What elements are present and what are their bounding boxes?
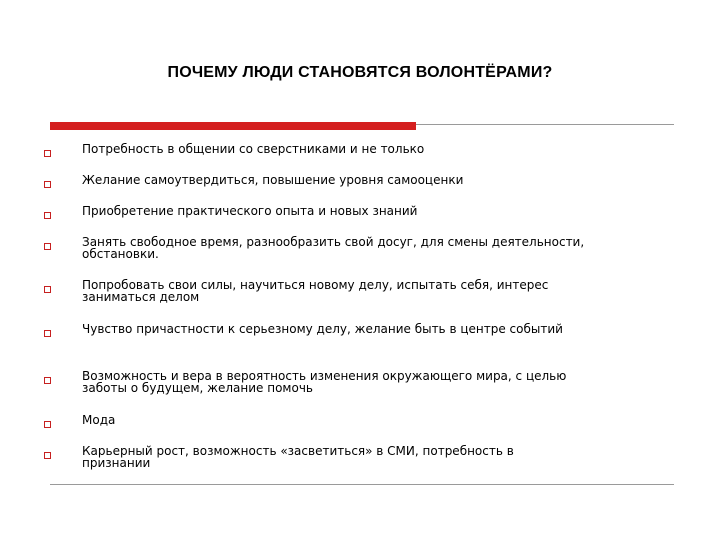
bottom-divider bbox=[50, 484, 674, 485]
bullet-square-icon bbox=[44, 421, 51, 428]
slide-title: ПОЧЕМУ ЛЮДИ СТАНОВЯТСЯ ВОЛОНТЁРАМИ? bbox=[167, 64, 553, 81]
list-item-text bbox=[82, 143, 682, 155]
list-item-line: Карьерный рост, возможность «засветиться» в СМИ, потребность в bbox=[82, 444, 514, 458]
bullet-square-icon bbox=[44, 243, 51, 250]
list-item-text bbox=[82, 174, 682, 186]
list-item-line: Занять свободное время, разнообразить свой досуг, для смены деятельности, bbox=[82, 235, 585, 249]
list-item-line: Потребность в общении со сверстниками и не только bbox=[82, 142, 425, 156]
bullet-square-icon bbox=[44, 286, 51, 293]
bullet-square-icon bbox=[44, 181, 51, 188]
list-item-line: Попробовать свои силы, научиться новому делу, испытать себя, интерес bbox=[82, 278, 549, 292]
bullet-square-icon bbox=[44, 150, 51, 157]
list-item-line: Приобретение практического опыта и новых знаний bbox=[82, 204, 418, 218]
list-item-text bbox=[82, 279, 682, 303]
list-item-text bbox=[82, 445, 682, 469]
list-item-line: заниматься делом bbox=[82, 290, 200, 304]
list-item-line: Мода bbox=[82, 413, 116, 427]
list-item-text bbox=[82, 323, 682, 335]
list-item-line: Чувство причастности к серьезному делу, желание быть в центре событий bbox=[82, 322, 563, 336]
bullet-square-icon bbox=[44, 212, 51, 219]
list-item-line: заботы о будущем, желание помочь bbox=[82, 381, 313, 395]
list-item-line: Желание самоутвердиться, повышение уровня самооценки bbox=[82, 173, 464, 187]
list-item-text bbox=[82, 236, 682, 260]
list-item-text bbox=[82, 205, 682, 217]
bullet-square-icon bbox=[44, 330, 51, 337]
list-item-line: обстановки. bbox=[82, 247, 159, 261]
list-item-text bbox=[82, 414, 682, 426]
list-item-line: Возможность и вера в вероятность изменения окружающего мира, с целью bbox=[82, 369, 567, 383]
bullet-square-icon bbox=[44, 452, 51, 459]
list-item-line: признании bbox=[82, 456, 151, 470]
list-item-text bbox=[82, 370, 682, 394]
bullet-square-icon bbox=[44, 377, 51, 384]
